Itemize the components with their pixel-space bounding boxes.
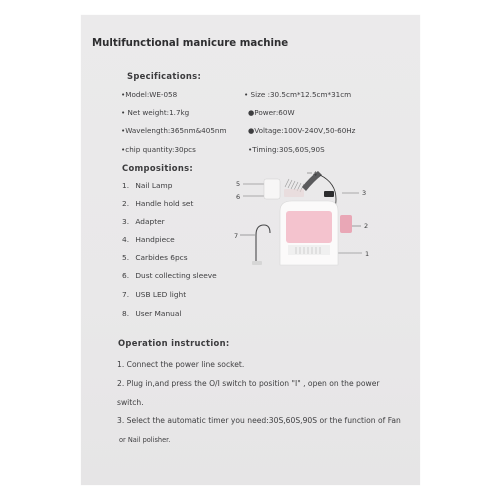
composition-item: 3. Adapter xyxy=(122,217,165,226)
operation-line-3-cont: or Nail polisher. xyxy=(119,436,171,444)
callout-6: 6 xyxy=(236,193,241,201)
dust-sleeve-shape xyxy=(264,179,280,199)
callout-5: 5 xyxy=(236,180,241,188)
page-title: Multifunctional manicure machine xyxy=(92,38,289,49)
spec-timing: •Timing:30S,60S,90S xyxy=(248,145,325,154)
compositions-heading: Compositions: xyxy=(122,163,194,173)
spec-size: • Size :30.5cm*12.5cm*31cm xyxy=(244,90,352,99)
operation-line-2: 2. Plug in,and press the O/I switch to position "I" , open on the power xyxy=(117,379,380,388)
adapter-shape xyxy=(324,191,334,197)
composition-item: 6. Dust collecting sleeve xyxy=(122,271,217,280)
composition-item: 7. USB LED light xyxy=(122,290,187,299)
spec-power: ●Power:60W xyxy=(248,108,295,117)
spec-voltage: ●Voltage:100V-240V,50-60Hz xyxy=(248,126,356,135)
operation-line-1: 1. Connect the power line socket. xyxy=(117,360,245,369)
composition-item: 1. Nail Lamp xyxy=(122,181,173,190)
product-illustration xyxy=(152,153,382,273)
handle-hold-shape xyxy=(340,215,352,233)
lamp-vent xyxy=(288,245,330,255)
callout-7: 7 xyxy=(234,232,239,240)
composition-item: 8. User Manual xyxy=(122,309,182,318)
callout-2: 2 xyxy=(364,222,369,230)
spec-chip-quantity: •chip quantity:30pcs xyxy=(121,145,196,154)
carbides-base xyxy=(284,189,304,197)
callout-4: 4 xyxy=(313,170,318,178)
specifications-heading: Specifications: xyxy=(127,71,202,81)
usb-led-base xyxy=(252,261,262,265)
usb-led-light-shape xyxy=(256,225,270,263)
spec-wavelength: •Wavelength:365nm&405nm xyxy=(121,126,227,135)
operation-line-2-cont: switch. xyxy=(117,398,144,407)
operation-line-3: 3. Select the automatic timer you need:30S,60S,90S or the function of Fan xyxy=(117,416,401,425)
composition-item: 5. Carbides 6pcs xyxy=(122,253,188,262)
composition-item: 2. Handle hold set xyxy=(122,199,194,208)
handpiece-shape xyxy=(302,171,322,191)
spec-model: •Model:WE-058 xyxy=(121,90,178,99)
operation-heading: Operation instruction: xyxy=(118,338,230,348)
callout-1: 1 xyxy=(365,250,370,258)
composition-item: 4. Handpiece xyxy=(122,235,175,244)
spec-net-weight: • Net weight:1.7kg xyxy=(121,108,190,117)
lamp-window xyxy=(286,211,332,243)
callout-3: 3 xyxy=(362,189,367,197)
